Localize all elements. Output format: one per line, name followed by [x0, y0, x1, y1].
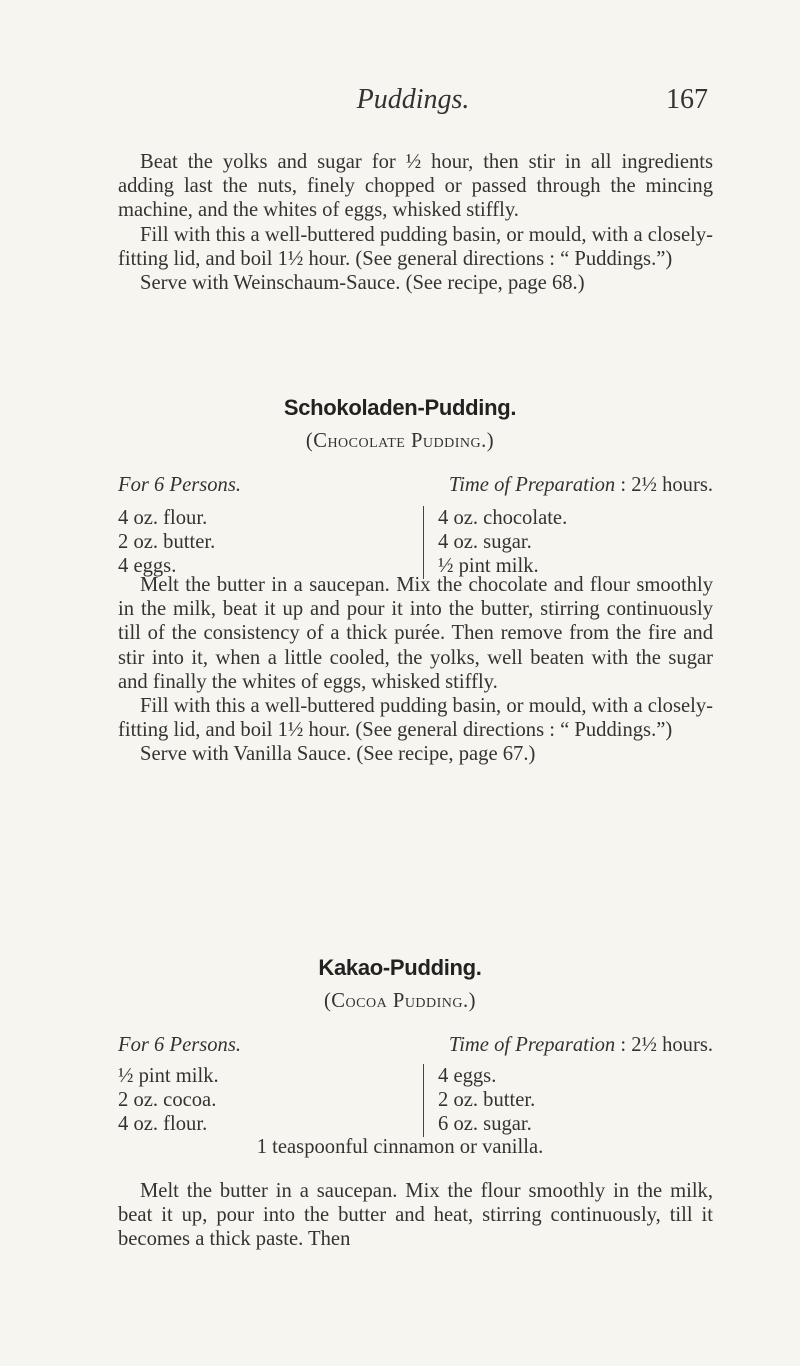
ingredient: 6 oz. sugar.: [438, 1113, 532, 1136]
ingredient-footer: 1 teaspoonful cinnamon or vanilla.: [256, 1136, 544, 1158]
ingredient: 2 oz. cocoa.: [118, 1089, 217, 1112]
paragraph: Melt the butter in a saucepan. Mix the flour smoothly in the milk, beat it up, pour into the butter and heat, stirring continuously, till it becomes a thick paste. Then: [118, 1180, 713, 1251]
recipe-subtitle: (Cocoa Pudding.): [323, 990, 477, 1012]
ingredient: 2 oz. butter.: [438, 1089, 536, 1112]
paragraph: Fill with this a well-buttered pudding basin, or mould, with a closely-fitting lid, and boil 1½ hour. (See general directions : “ Puddings.”): [118, 695, 713, 742]
recipe-method: [118, 573, 713, 767]
paragraph: Serve with Weinschaum-Sauce. (See recipe, page 68.): [140, 272, 585, 295]
servings: For 6 Persons.: [118, 1034, 241, 1056]
paragraph: Melt the butter in a saucepan. Mix the chocolate and flour smoothly in the milk, beat it up and pour it into the butter, stirring continuously till of the consistency of a thick purée. Then remove from the fire and stir into it, when a little cooled, the yolks, well beaten with the sugar and finally the whites of eggs, whisked stiffly.: [118, 574, 713, 693]
paragraph: Beat the yolks and sugar for ½ hour, then stir in all ingredients adding last the nuts, finely chopped or passed through the mincing machine, and the whites of eggs, whisked stiffly.: [118, 151, 713, 222]
ingredient: 4 oz. flour.: [118, 1113, 208, 1136]
page-header: [118, 84, 708, 124]
recipe-method: [118, 1179, 713, 1252]
ingredients-right: [423, 506, 567, 579]
ingredient: ½ pint milk.: [438, 555, 539, 578]
ingredient: 4 oz. flour.: [118, 507, 208, 529]
intro-paragraphs: [118, 150, 713, 295]
ingredients-left: [118, 506, 215, 579]
ingredient: 2 oz. butter.: [118, 531, 216, 554]
preparation-time: [449, 1034, 713, 1057]
paragraph: Fill with this a well-buttered pudding basin, or mould, with a closely-fitting lid, and boil 1½ hour. (See general directions : “ Puddings.”): [118, 223, 713, 270]
servings: For 6 Persons.: [118, 474, 241, 496]
time-value: : 2½ hours.: [620, 1034, 713, 1056]
ingredient: 4 eggs.: [118, 555, 177, 578]
preparation-time: [449, 474, 713, 497]
recipe-title: Schokoladen-Pudding.: [283, 395, 517, 420]
recipe-title: Kakao-Pudding.: [318, 955, 482, 980]
ingredient: 4 eggs.: [438, 1065, 497, 1087]
ingredients-left: [118, 1064, 219, 1137]
ingredients-right: [423, 1064, 535, 1137]
running-title: Puddings.: [356, 84, 470, 115]
time-label: Time of Preparation: [448, 474, 616, 496]
time-value: : 2½ hours.: [620, 474, 713, 496]
ingredient: ½ pint milk.: [118, 1065, 219, 1087]
time-label: Time of Preparation: [448, 1034, 616, 1056]
ingredient: 4 oz. chocolate.: [438, 507, 568, 529]
recipe-subtitle: (Chocolate Pudding.): [305, 430, 495, 452]
ingredient: 4 oz. sugar.: [438, 531, 532, 554]
paragraph: Serve with Vanilla Sauce. (See recipe, page 67.): [140, 743, 536, 766]
page-number: 167: [666, 84, 708, 115]
